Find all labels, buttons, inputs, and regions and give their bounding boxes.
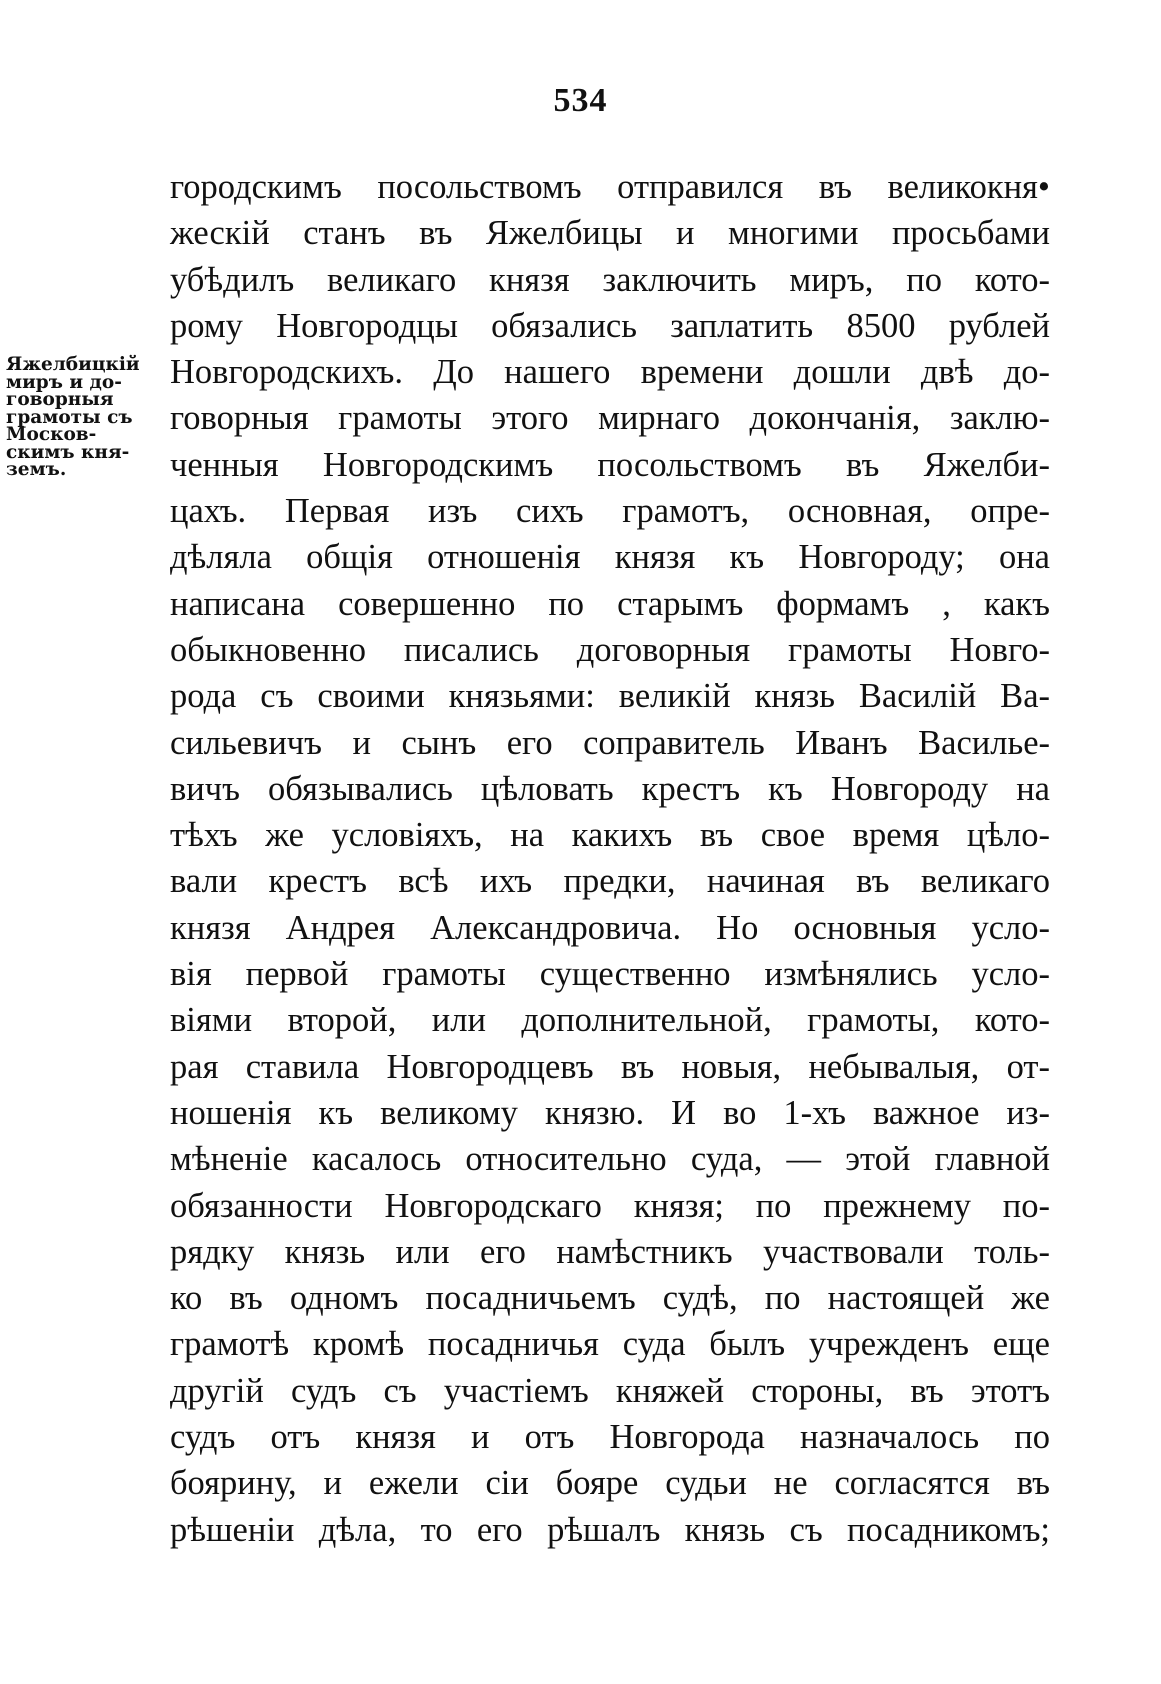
margin-note-line: земъ.: [6, 459, 67, 480]
text-line: рѣшеніи дѣла, то его рѣшалъ князь съ посадникомъ;: [170, 1510, 1050, 1549]
margin-note-line: скимъ кня-: [6, 441, 130, 463]
text-line: ношенія къ великому князю. И во 1-хъ важное из-: [170, 1093, 1050, 1132]
text-line: убѣдилъ великаго князя заключить миръ, по кото-: [170, 260, 1050, 299]
text-line: князя Андрея Александровича. Но основныя усло-: [170, 908, 1050, 947]
text-line: другій судъ съ участіемъ княжей стороны, въ этотъ: [170, 1371, 1050, 1410]
text-line: написана совершенно по старымъ формамъ , какъ: [170, 584, 1050, 623]
margin-note-line: Яжелбицкій: [6, 354, 140, 375]
text-line: обыкновенно писались договорныя грамоты Новго-: [170, 630, 1050, 669]
text-line: рая ставила Новгородцевъ въ новыя, небывалыя, от-: [170, 1047, 1050, 1086]
text-line: тѣхъ же условіяхъ, на какихъ въ свое время цѣло-: [170, 816, 1050, 855]
text-line: сильевичъ и сынъ его соправитель Иванъ Василье-: [170, 723, 1050, 762]
margin-note-line: Москов-: [6, 424, 97, 445]
margin-note-line: говорныя: [6, 389, 114, 410]
margin-note: [6, 356, 156, 479]
text-line: ченныя Новгородскимъ посольствомъ въ Яжелби-: [170, 445, 1050, 484]
text-line: жескій станъ въ Яжелбицы и многими просьбами: [170, 214, 1050, 253]
text-line: мѣненіе касалось относительно суда, — этой главной: [170, 1140, 1050, 1179]
text-line: городскимъ посольствомъ отправился въ великокня•: [170, 168, 1050, 206]
text-line: рядку князь или его намѣстникъ участвовали толь-: [170, 1232, 1050, 1271]
text-line: судъ отъ князя и отъ Новгорода назначалось по: [170, 1418, 1050, 1457]
text-line: віями второй, или дополнительной, грамоты, кото-: [170, 1001, 1050, 1040]
text-line: рода съ своими князьями: великій князь Василій Ва-: [170, 677, 1050, 716]
text-line: ко въ одномъ посадничьемъ судѣ, по настоящей же: [170, 1279, 1050, 1318]
margin-note-line: миръ и до-: [6, 371, 122, 393]
text-line: дѣляла общія отношенія князя къ Новгороду; она: [170, 538, 1050, 577]
text-line: грамотѣ кромѣ посадничья суда былъ учрежденъ еще: [170, 1325, 1050, 1364]
text-line: Новгородскихъ. До нашего времени дошли двѣ до-: [170, 353, 1050, 392]
text-line: обязанности Новгородскаго князя; по прежнему по-: [170, 1186, 1050, 1225]
body-text: [170, 164, 1050, 1553]
margin-note-line: грамоты съ: [6, 406, 133, 428]
text-line: вія первой грамоты существенно измѣнялись усло-: [170, 955, 1050, 994]
text-line: говорныя грамоты этого мирнаго докончанія, заклю-: [170, 399, 1050, 438]
text-line: вичъ обязывались цѣловать крестъ къ Новгороду на: [170, 769, 1050, 808]
text-line: боярину, и ежели сіи бояре судьи не согласятся въ: [170, 1464, 1050, 1503]
page-number: 534: [553, 82, 608, 119]
text-line: рому Новгородцы обязались заплатить 8500 рублей: [170, 306, 1050, 345]
text-line: цахъ. Первая изъ сихъ грамотъ, основная, опре-: [170, 492, 1050, 531]
text-line: вали крестъ всѣ ихъ предки, начиная въ великаго: [170, 862, 1050, 901]
